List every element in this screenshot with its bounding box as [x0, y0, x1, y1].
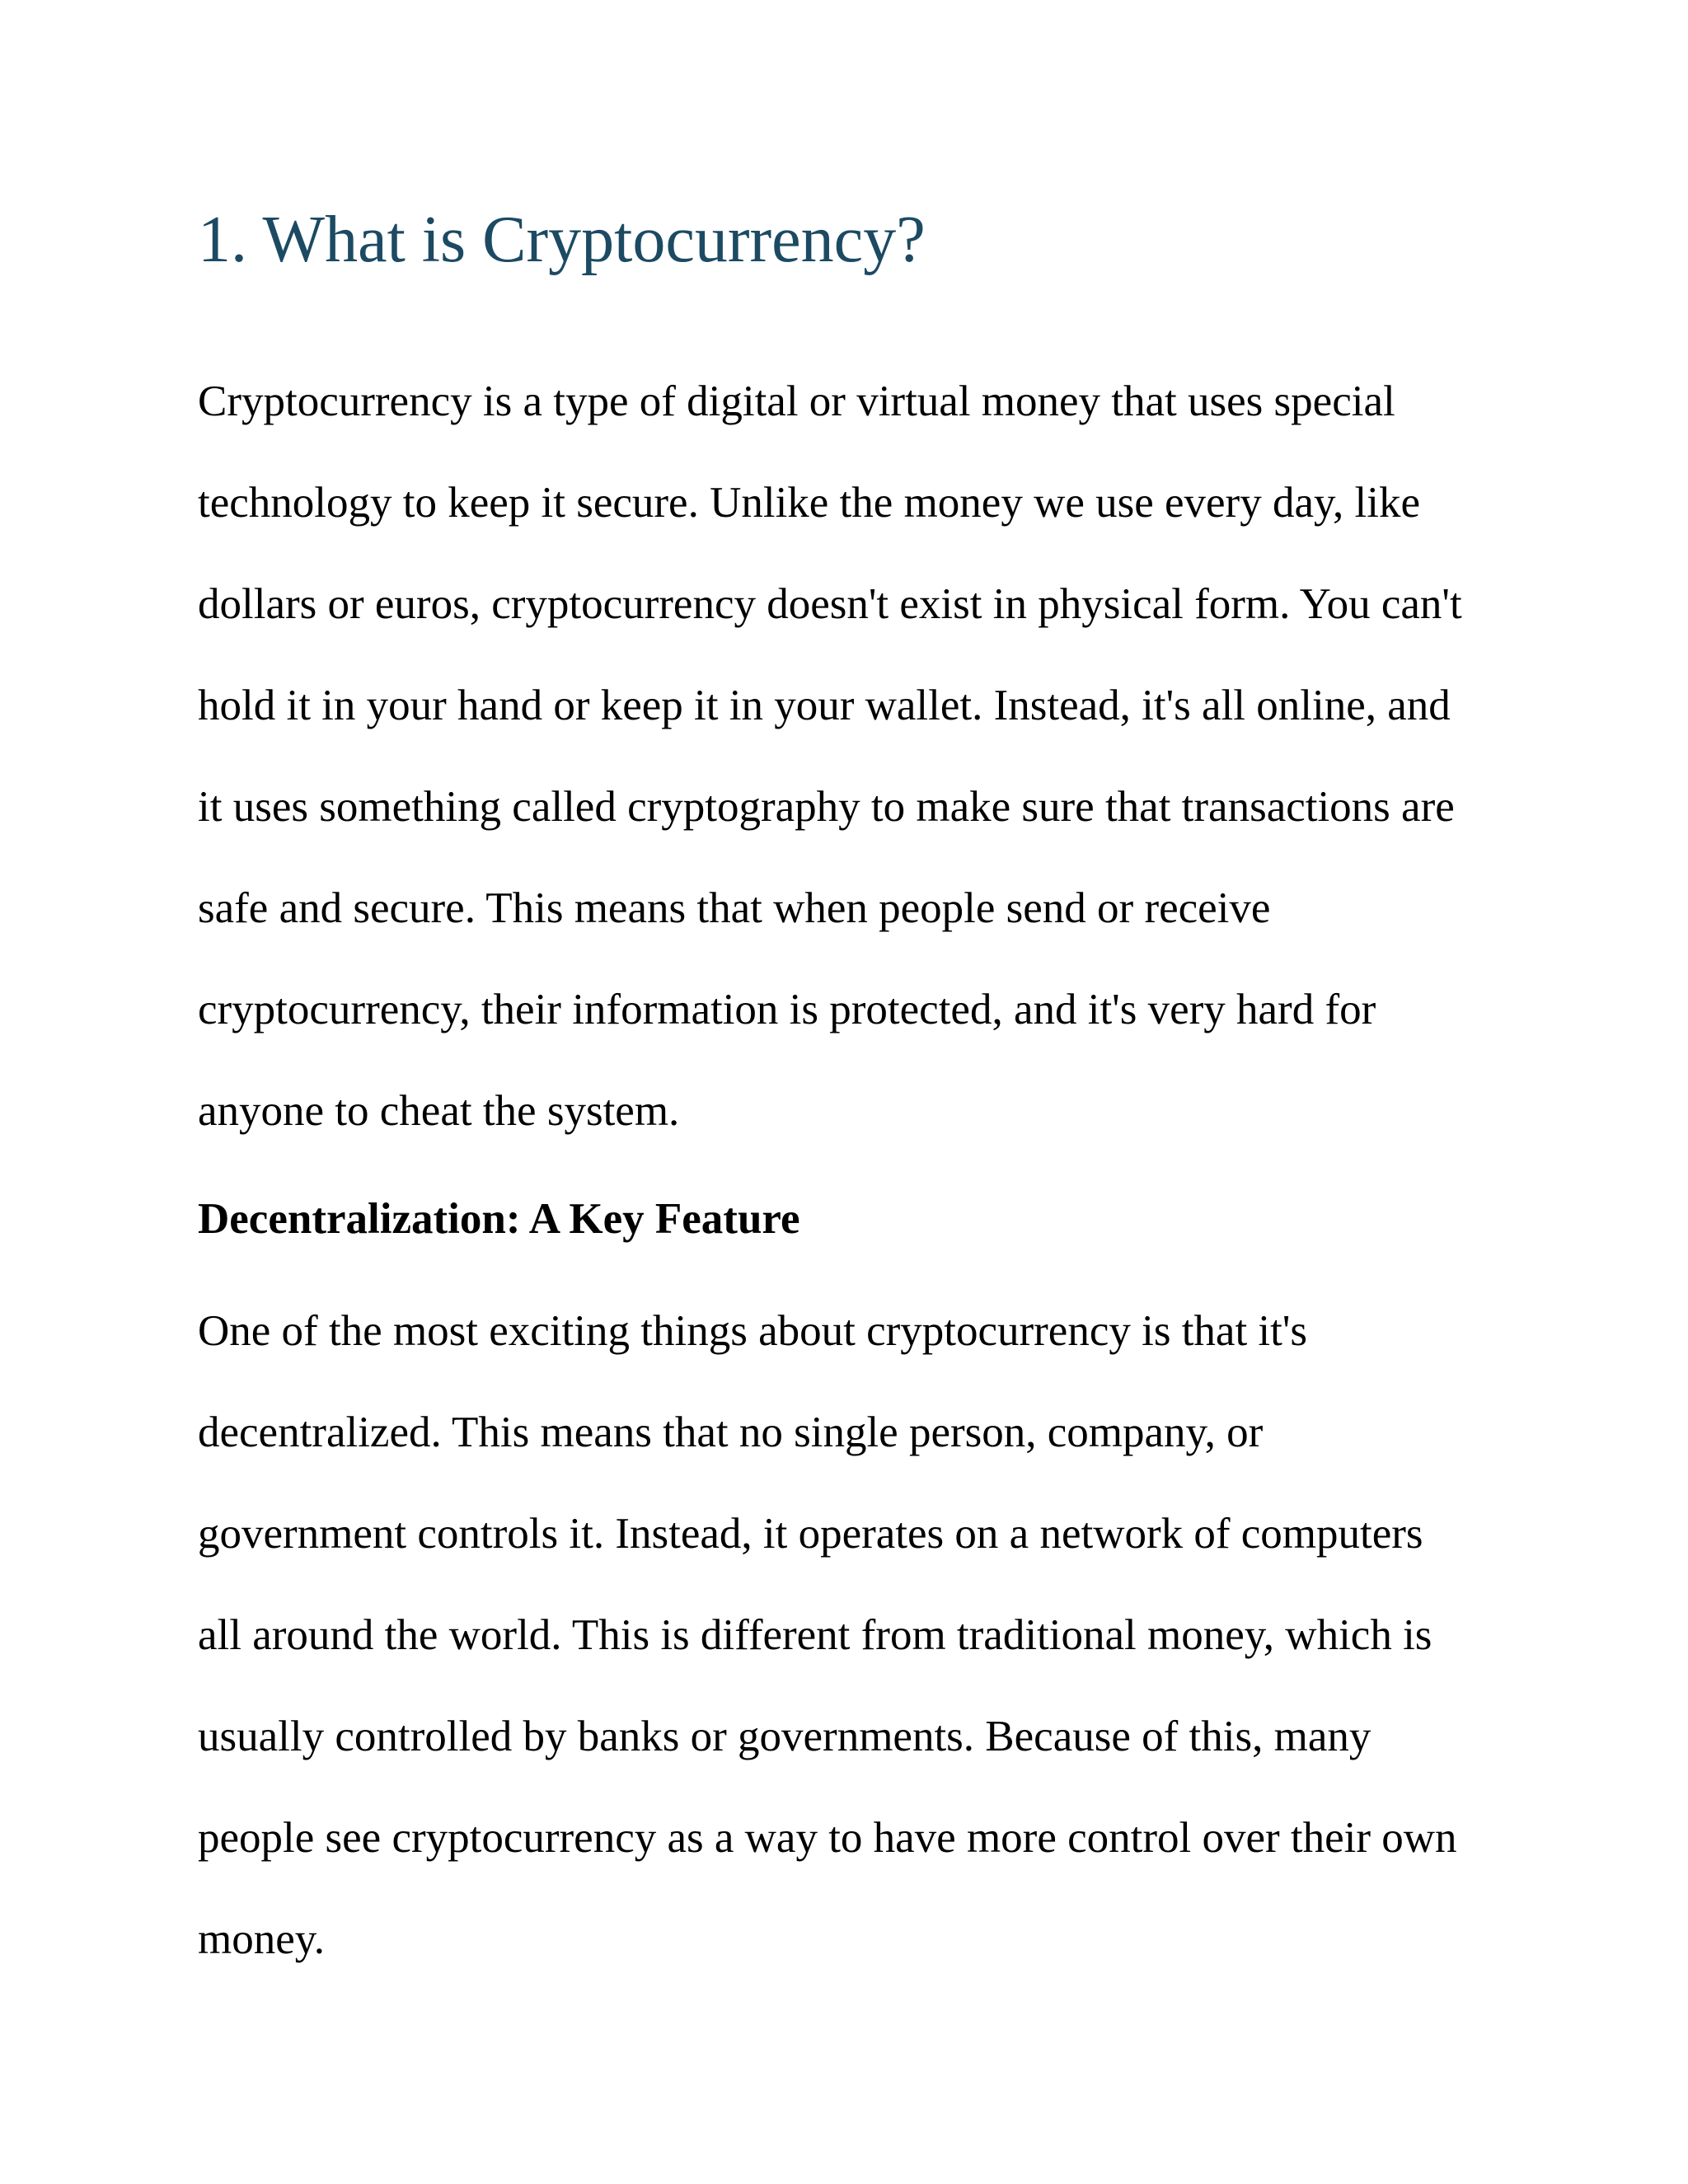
decentralization-paragraph — [198, 1281, 1500, 1990]
paragraph-line: One of the most exciting things about cryptocurrency is that it's — [198, 1307, 1308, 1355]
paragraph-line: anyone to cheat the system. — [198, 1087, 680, 1135]
paragraph-line: government controls it. Instead, it operates on a network of computers — [198, 1510, 1423, 1558]
paragraph-line: decentralized. This means that no single person, company, or — [198, 1408, 1264, 1456]
paragraph-line: technology to keep it secure. Unlike the money we use every day, like — [198, 479, 1421, 527]
subsection-heading: Decentralization: A Key Feature — [198, 1195, 800, 1243]
paragraph-line: safe and secure. This means that when people send or receive — [198, 884, 1271, 932]
intro-paragraph — [198, 351, 1500, 1162]
paragraph-line: Cryptocurrency is a type of digital or virtual money that uses special — [198, 377, 1395, 425]
paragraph-line: people see cryptocurrency as a way to have more control over their own — [198, 1814, 1457, 1862]
paragraph-line: usually controlled by banks or governments. Because of this, many — [198, 1713, 1372, 1760]
section-heading: 1. What is Cryptocurrency? — [198, 204, 926, 276]
paragraph-line: money. — [198, 1915, 326, 1963]
document-content — [198, 191, 1500, 1990]
paragraph-line: all around the world. This is different from traditional money, which is — [198, 1611, 1432, 1659]
paragraph-line: dollars or euros, cryptocurrency doesn't exist in physical form. You can't — [198, 580, 1462, 628]
paragraph-line: cryptocurrency, their information is protected, and it's very hard for — [198, 986, 1376, 1033]
paragraph-line: hold it in your hand or keep it in your wallet. Instead, it's all online, and — [198, 682, 1451, 729]
paragraph-line: it uses something called cryptography to make sure that transactions are — [198, 783, 1455, 831]
